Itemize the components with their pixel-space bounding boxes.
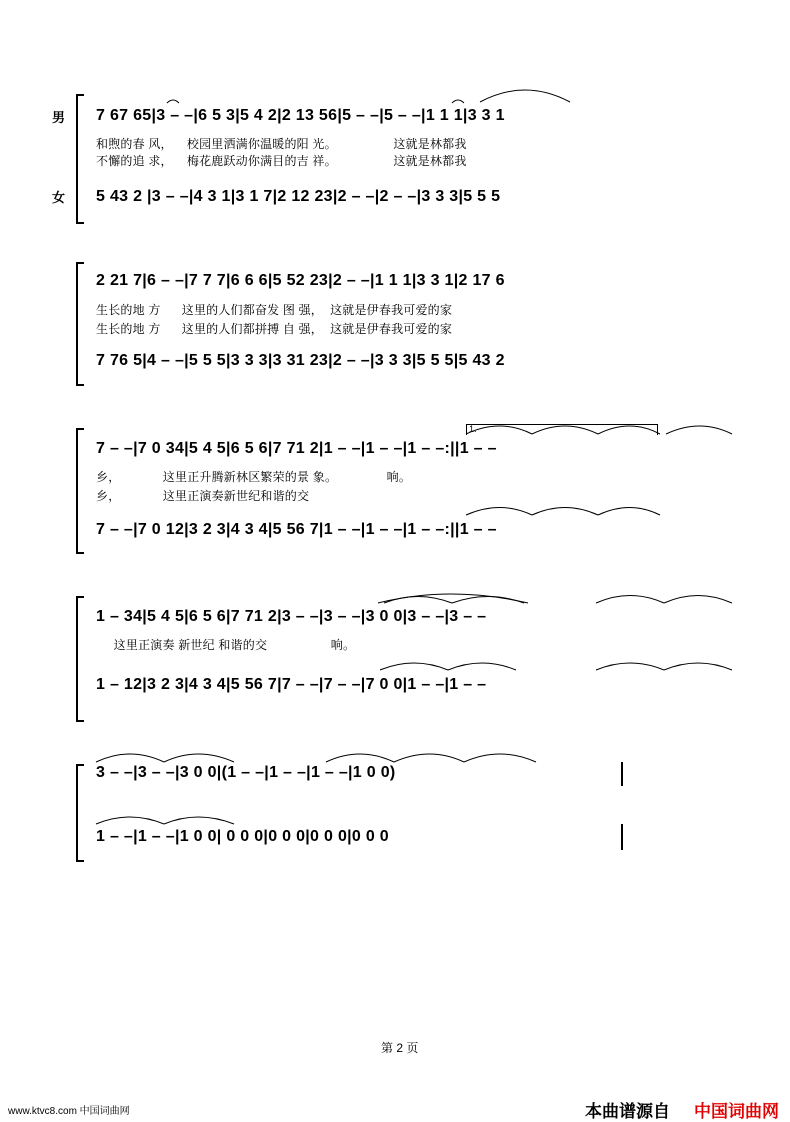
lyric-verse-2: 乡， 这里正演奏新世纪和谐的交 xyxy=(96,489,310,503)
notation-line-male: 1 – 34|5 4 5|6 5 6|7 71 2|3 – –|3 – –|3 0 0|3 – –|3 – – xyxy=(96,608,487,625)
lyric-verse-1: 生长的地 方 这里的人们都奋发 图 强， 这就是伊春我可爱的家 xyxy=(96,303,453,317)
notation-line-female: 5 43 2 |3 – –|4 3 1|3 1 7|2 12 23|2 – –|2 – –|3 3 3|5 5 5 xyxy=(96,188,501,205)
notation-line-female: 1 – 12|3 2 3|4 3 4|5 56 7|7 – –|7 – –|7 0 0|1 – –|1 – – xyxy=(96,676,487,693)
lyric-verse-1: 和煦的春 风， 校园里洒满你温暖的阳 光。 这就是林都我 xyxy=(96,137,467,151)
volta-number: 1. xyxy=(469,424,477,434)
notation-line-female: 1 – –|1 – –|1 0 0| 0 0 0|0 0 0|0 0 0|0 0 0 xyxy=(96,828,390,845)
notation-line-male: 3 – –|3 – –|3 0 0|(1 – –|1 – –|1 – –|1 0 0) xyxy=(96,764,396,781)
voice-label-female: 女 xyxy=(52,190,66,205)
lyric-verse-1: 这里正演奏 新世纪 和谐的交 响。 xyxy=(96,638,356,652)
page-number: 第 2 页 xyxy=(381,1041,419,1055)
lyric-verse-2: 不懈的追 求， 梅花鹿跃动你满目的吉 祥。 这就是林都我 xyxy=(96,154,467,168)
notation-line-female: 7 76 5|4 – –|5 5 5|3 3 3|3 31 23|2 – –|3 3 3|5 5 5|5 43 2 xyxy=(96,352,505,369)
notation-line-male: 2 21 7|6 – –|7 7 7|6 6 6|5 52 23|2 – –|1 1 1|3 3 1|2 17 6 xyxy=(96,272,505,289)
source-label: 本曲谱源自 xyxy=(585,1102,670,1121)
site-url: www.ktvc8.com 中国词曲网 xyxy=(8,1106,130,1117)
voice-label-male: 男 xyxy=(52,110,66,125)
notation-line-male: 7 – –|7 0 34|5 4 5|6 5 6|7 71 2|1 – –|1 – –|1 – –:||1 – – xyxy=(96,440,497,457)
lyric-verse-1: 乡， 这里正升腾新林区繁荣的景 象。 响。 xyxy=(96,470,412,484)
brand-logo-text: 中国词曲网 xyxy=(694,1102,779,1121)
lyric-verse-2: 生长的地 方 这里的人们都拼搏 自 强， 这就是伊春我可爱的家 xyxy=(96,322,453,336)
notation-line-male: 7 67 65|3 – –|6 5 3|5 4 2|2 13 56|5 – –|5 – –|1 1 1|3 3 1 xyxy=(96,107,505,124)
notation-line-female: 7 – –|7 0 12|3 2 3|4 3 4|5 56 7|1 – –|1 – –|1 – –:||1 – – xyxy=(96,521,497,538)
